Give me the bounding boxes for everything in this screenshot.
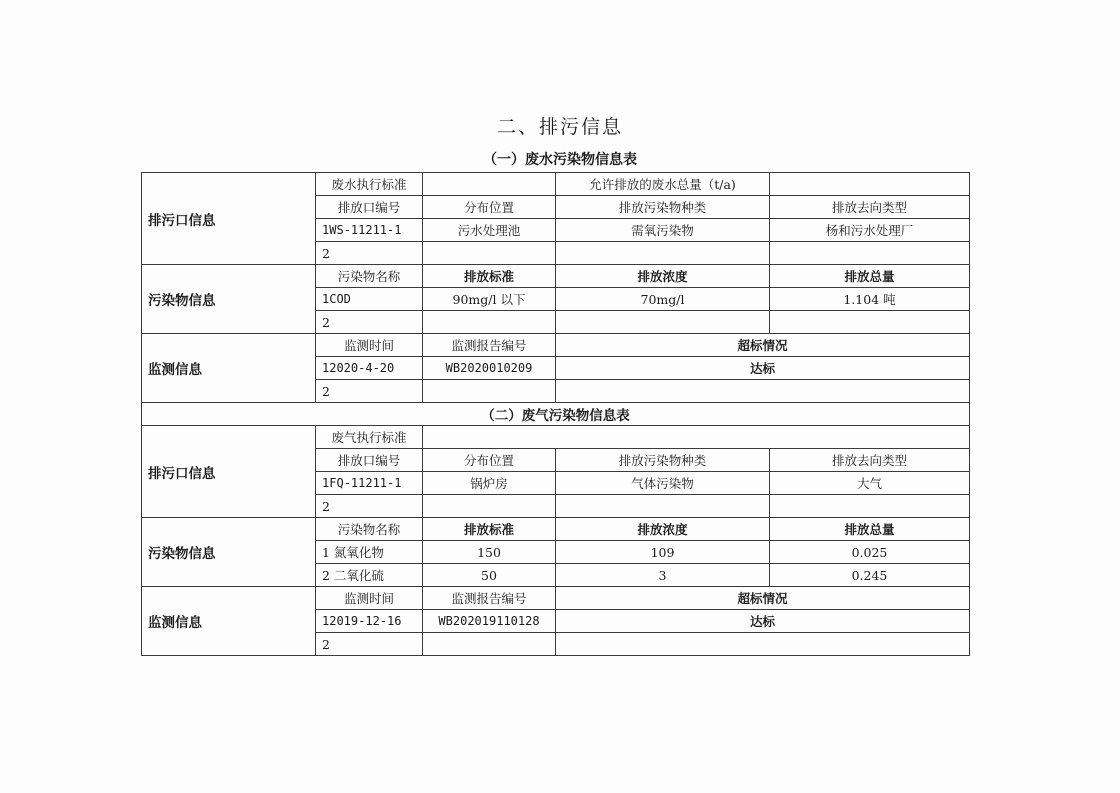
concentration-cell: 70mg/l xyxy=(556,288,770,311)
column-header: 排放标准 xyxy=(423,265,556,288)
table-row xyxy=(142,173,970,196)
column-header: 排放污染物种类 xyxy=(556,196,770,219)
air-standard-label: 废气执行标准 xyxy=(316,426,423,449)
report-number-cell xyxy=(423,633,556,656)
standard-cell: 50 xyxy=(423,564,556,587)
pollutant-name-cell: 1COD xyxy=(316,288,423,311)
standard-cell: 150 xyxy=(423,541,556,564)
standard-cell: 90mg/l 以下 xyxy=(423,288,556,311)
column-header: 排放标准 xyxy=(423,518,556,541)
compliance-cell: 达标 xyxy=(556,610,970,633)
location-cell: 锅炉房 xyxy=(423,472,556,495)
concentration-cell: 3 xyxy=(556,564,770,587)
table-row xyxy=(142,265,970,288)
column-header: 排放浓度 xyxy=(556,518,770,541)
water-monitoring-section-label: 监测信息 xyxy=(142,334,316,403)
column-header: 分布位置 xyxy=(423,449,556,472)
location-cell: 污水处理池 xyxy=(423,219,556,242)
destination-cell: 杨和污水处理厂 xyxy=(770,219,970,242)
pollutant-type-cell xyxy=(556,242,770,265)
column-header: 监测时间 xyxy=(316,587,423,610)
outlet-id-cell: 1FQ-11211-1 xyxy=(316,472,423,495)
column-header: 排放去向类型 xyxy=(770,449,970,472)
compliance-cell xyxy=(556,380,970,403)
air-outlet-section-label: 排污口信息 xyxy=(142,426,316,518)
column-header: 监测报告编号 xyxy=(423,334,556,357)
monitor-date-cell: 12019-12-16 xyxy=(316,610,423,633)
destination-cell xyxy=(770,495,970,518)
pollutant-name-cell: 1 氮氧化物 xyxy=(316,541,423,564)
air-pollutant-section-label: 污染物信息 xyxy=(142,518,316,587)
water-table-title: （一）废水污染物信息表 xyxy=(483,152,637,168)
pollution-info-table xyxy=(141,172,970,656)
air-standard-value xyxy=(423,426,970,449)
destination-cell xyxy=(770,242,970,265)
allowed-total-label: 允许排放的废水总量（t/a) xyxy=(556,173,770,196)
concentration-cell xyxy=(556,311,770,334)
location-cell xyxy=(423,242,556,265)
table-row xyxy=(142,518,970,541)
report-number-cell xyxy=(423,380,556,403)
total-cell xyxy=(770,311,970,334)
water-standard-value xyxy=(423,173,556,196)
compliance-cell: 达标 xyxy=(556,357,970,380)
total-cell: 0.245 xyxy=(770,564,970,587)
column-header: 排放口编号 xyxy=(316,196,423,219)
report-number-cell: WB202019110128 xyxy=(423,610,556,633)
column-header: 超标情况 xyxy=(556,587,970,610)
pollutant-name-cell: 2 二氧化硫 xyxy=(316,564,423,587)
column-header: 监测报告编号 xyxy=(423,587,556,610)
air-table-title: （二）废气污染物信息表 xyxy=(142,403,970,426)
column-header: 超标情况 xyxy=(556,334,970,357)
concentration-cell: 109 xyxy=(556,541,770,564)
column-header: 分布位置 xyxy=(423,196,556,219)
table-row xyxy=(142,587,970,610)
table-row xyxy=(142,403,970,426)
column-header: 排放总量 xyxy=(770,265,970,288)
monitor-date-cell: 2 xyxy=(316,380,423,403)
outlet-id-cell: 2 xyxy=(316,242,423,265)
total-cell: 0.025 xyxy=(770,541,970,564)
pollutant-type-cell: 需氧污染物 xyxy=(556,219,770,242)
water-outlet-section-label: 排污口信息 xyxy=(142,173,316,265)
table-row xyxy=(142,426,970,449)
column-header: 排放总量 xyxy=(770,518,970,541)
monitor-date-cell: 2 xyxy=(316,633,423,656)
column-header: 污染物名称 xyxy=(316,265,423,288)
pollutant-type-cell xyxy=(556,495,770,518)
water-pollutant-section-label: 污染物信息 xyxy=(142,265,316,334)
outlet-id-cell: 2 xyxy=(316,495,423,518)
page-title: 二、排污信息 xyxy=(496,116,623,138)
outlet-id-cell: 1WS-11211-1 xyxy=(316,219,423,242)
table-row xyxy=(142,334,970,357)
compliance-cell xyxy=(556,633,970,656)
total-cell: 1.104 吨 xyxy=(770,288,970,311)
column-header: 排放去向类型 xyxy=(770,196,970,219)
pollutant-name-cell: 2 xyxy=(316,311,423,334)
column-header: 排放口编号 xyxy=(316,449,423,472)
pollutant-type-cell: 气体污染物 xyxy=(556,472,770,495)
monitor-date-cell: 12020-4-20 xyxy=(316,357,423,380)
air-monitoring-section-label: 监测信息 xyxy=(142,587,316,656)
column-header: 排放浓度 xyxy=(556,265,770,288)
allowed-total-value xyxy=(770,173,970,196)
report-number-cell: WB2020010209 xyxy=(423,357,556,380)
standard-cell xyxy=(423,311,556,334)
water-standard-label: 废水执行标准 xyxy=(316,173,423,196)
location-cell xyxy=(423,495,556,518)
column-header: 污染物名称 xyxy=(316,518,423,541)
column-header: 排放污染物种类 xyxy=(556,449,770,472)
destination-cell: 大气 xyxy=(770,472,970,495)
column-header: 监测时间 xyxy=(316,334,423,357)
